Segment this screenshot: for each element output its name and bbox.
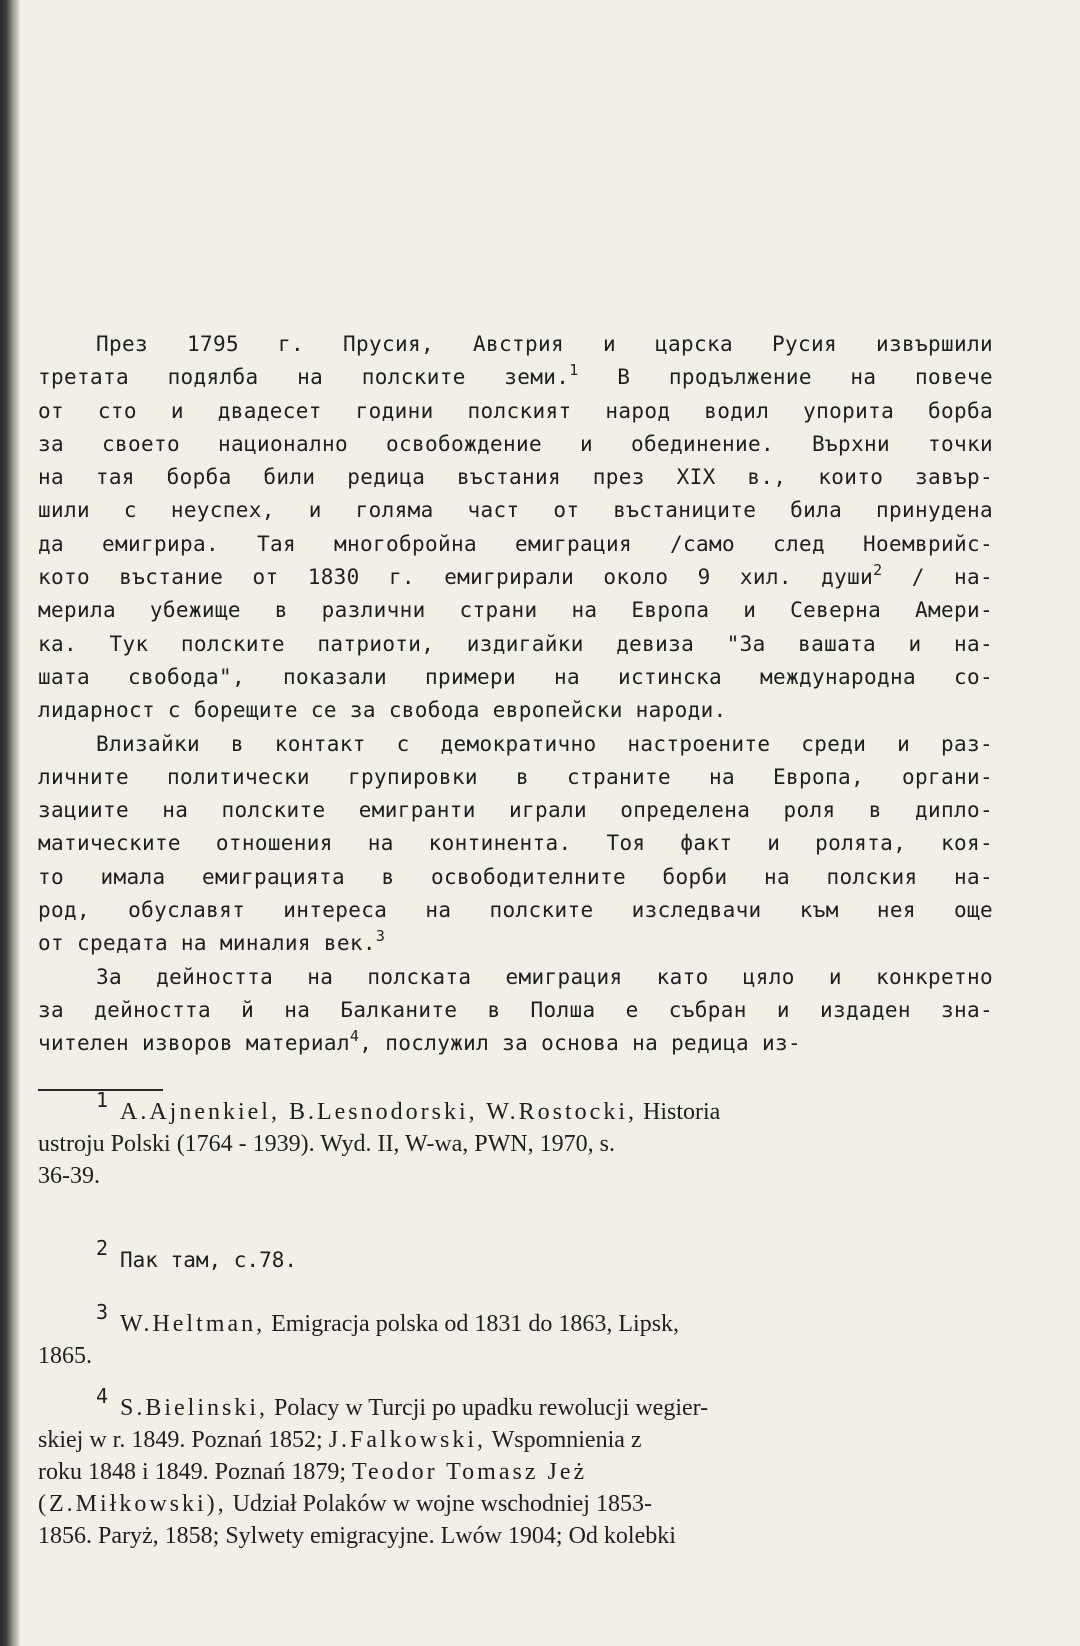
text-line: лидарност с борещите се за свобода европейски народи. [38,698,727,723]
footnote-line [38,1488,938,1520]
text-line: матическите отношения на континента. Тоя факт и ролята, коя- [38,831,993,856]
footnote-line [38,1308,938,1340]
text-line: зациите на полските емигранти играли определена роля в дипло- [38,798,993,823]
text-line [38,1027,993,1060]
footnote-number: 3 [96,1300,109,1324]
footnote-1 [38,1088,938,1192]
text-line: за дейността й на Балканите в Полша е събран и издаден зна- [38,997,993,1022]
paragraph-3 [38,961,993,1061]
footnote-text: Wspomnienia z [491,1427,642,1453]
paragraph-1 [38,328,993,728]
footnote-number: 4 [96,1384,109,1408]
footnote-line [38,1456,938,1488]
footnote-title: Polacy w Turcji po upadku rewolucji wegier- [274,1395,709,1421]
footnote-authors: (Z.Miłkowski), [38,1491,227,1517]
footnote-3 [38,1300,938,1372]
text-fragment: третата подялба на полските земи. [38,365,570,390]
footnote-line [38,1424,938,1456]
footnote-number: 1 [96,1088,109,1112]
footnote-text: skiej w r. 1849. Poznań 1852; [38,1427,323,1453]
paragraph-2 [38,728,993,961]
text-fragment: кото въстание от 1830 г. емигрирали около 9 хил. души [38,565,874,590]
footnote-2 [38,1236,938,1276]
footnote-authors: S.Bielinski, [120,1395,269,1421]
footnote-title: Emigracja polska od 1831 do 1863, Lipsk, [271,1311,680,1337]
footnote-ref-4: 4 [349,1027,360,1046]
footnote-line: 1865. [38,1343,92,1369]
footnote-line: ustroju Polski (1764 - 1939). Wyd. II, W-wa, PWN, 1970, s. [38,1131,615,1157]
footnote-line: 1856. Paryż, 1858; Sylwety emigracyjne. Lwów 1904; Od kolebki [38,1523,676,1549]
text-fragment: , послужил за основа на редица из- [359,1031,801,1056]
footnote-authors: Teodor Tomasz Jeż [351,1459,588,1485]
text-fragment: В продължение на повече [617,365,993,390]
footnote-line [38,1096,938,1128]
footnote-4 [38,1384,938,1552]
text-fragment: / на- [911,565,993,590]
scan-binding-edge [0,0,20,1646]
text-line: да емигрира. Тая многобройна емиграция /само след Ноемврийс- [38,531,993,556]
footnote-ref-3: 3 [375,927,386,946]
text-line: за своето национално освобождение и обединение. Върхни точки [38,431,993,456]
footnote-title: Historia [642,1099,721,1125]
text-line: Влизайки в контакт с демократично настроените среди и раз- [96,731,993,756]
text-line [38,927,993,960]
text-fragment: от средата на миналия век. [38,931,376,956]
footnote-text: Udział Polaków w wojne wschodniej 1853- [232,1491,652,1517]
text-line: шата свобода", показали примери на истинска международна со- [38,664,993,689]
footnote-authors: A.Ajnenkiel, B.Lesnodorski, W.Rostocki, [120,1099,637,1125]
footnote-authors: J.Falkowski, [328,1427,487,1453]
text-line: личните политически групировки в страните на Европа, органи- [38,764,993,789]
text-line: За дейността на полската емиграция като цяло и конкретно [96,964,993,989]
footnote-ref-1: 1 [569,361,579,380]
text-line: то имала емиграцията в освободителните борби на полския на- [38,864,993,889]
footnote-text: roku 1848 i 1849. Poznań 1879; [38,1459,346,1485]
footnote-line [38,1392,938,1424]
text-line: от сто и двадесет години полският народ водил упорита борба [38,398,993,423]
text-fragment: чителен изворов материал [38,1031,350,1056]
footnote-authors: W.Heltman, [120,1311,266,1337]
footnote-line: Пак там, с.78. [120,1248,298,1272]
footnote-line: 36-39. [38,1163,100,1189]
text-line: род, обуславят интереса на полските изследвачи към нея още [38,898,993,923]
text-line: ка. Тук полските патриоти, издигайки девиза "За вашата и на- [38,631,993,656]
text-line: мерила убежище в различни страни на Европа и Северна Амери- [38,598,993,623]
main-text [38,328,993,1061]
footnote-ref-2: 2 [873,561,883,580]
footnote-number: 2 [96,1236,109,1260]
text-line: През 1795 г. Прусия, Австрия и царска Русия извършили [96,332,993,356]
text-line [38,561,993,594]
text-line: шили с неуспех, и голяма част от въстаниците била принудена [38,498,993,523]
text-line: на тая борба били редица въстания през XIX в., които завър- [38,465,993,490]
text-line [38,361,993,394]
